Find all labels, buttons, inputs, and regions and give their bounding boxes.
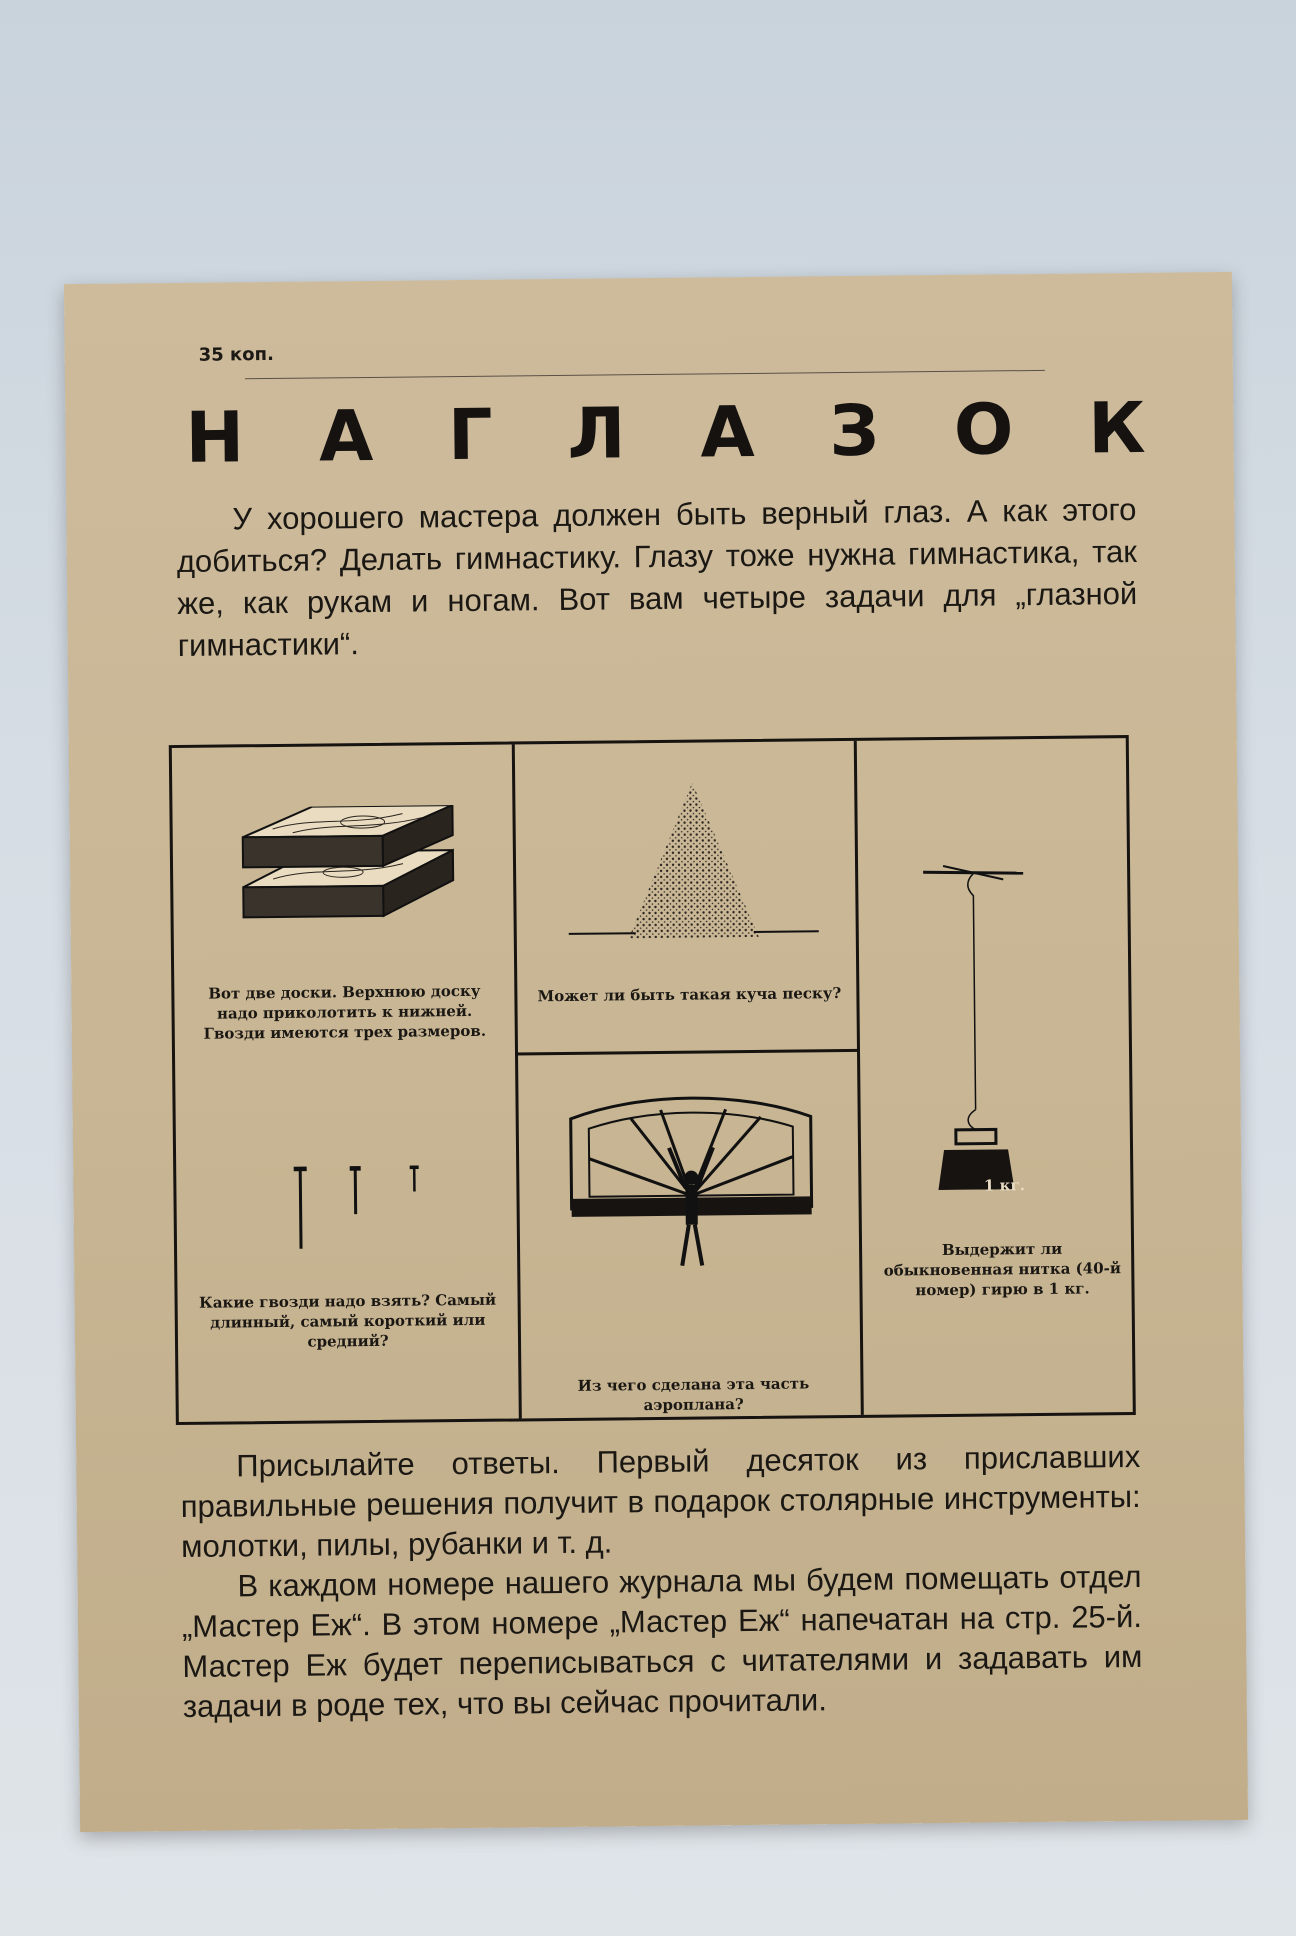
grid-divider — [512, 744, 522, 1418]
top-rule — [245, 370, 1045, 379]
grid-divider — [854, 741, 864, 1415]
sand-caption: Может ли быть такая куча песку? — [537, 984, 842, 1006]
weight-label: 1 кг. — [983, 1176, 1025, 1195]
title-letter: Л — [566, 392, 626, 475]
title-letter: З — [828, 389, 880, 473]
title-letter: Н — [185, 396, 245, 479]
title-letter: К — [1087, 386, 1146, 470]
boards-caption: Вот две доски. Верхнюю доску надо приколотить к нижней. Гвозди имеются трех размеров. — [203, 981, 487, 1043]
puzzle-grid — [169, 735, 1136, 1425]
nails-illustration — [286, 1165, 447, 1257]
title-letter: А — [699, 390, 755, 474]
title-letter: Г — [447, 393, 494, 477]
grid-divider — [515, 1049, 860, 1056]
airplane-caption: Из чего сделана эта часть аэроплана? — [577, 1374, 810, 1415]
price-label: 35 коп. — [198, 343, 274, 366]
title-letter: О — [953, 388, 1014, 471]
page-title — [185, 383, 1146, 483]
airplane-part-illustration — [560, 1086, 822, 1279]
weight-caption: Выдержит ли обыкновенная нитка (40-й номер) гирю в 1 кг. — [883, 1239, 1122, 1300]
sand-cone-illustration — [562, 771, 824, 964]
outro-paragraph: В каждом номере нашего журнала мы будем помещать отдел „Мастер Еж“. В этом номере „Мастер Еж“ напечатан на стр. 25-й. Мастер Еж будет переписываться с читателями и задавать им задачи в роде тех, что вы сейчас прочитали. — [181, 1558, 1143, 1724]
intro-paragraph: У хорошего мастера должен быть верный глаз. А как этого добиться? Делать гимнастику. Глазу тоже нужна гимнастика, так же, как рукам и ногам. Вот вам четыре задачи для „глазной гимнастики“. — [176, 491, 1138, 663]
intro-text — [176, 489, 1138, 667]
outro-text — [180, 1437, 1143, 1727]
nails-caption: Какие гвозди надо взять? Самый длинный, самый короткий или средний? — [199, 1290, 497, 1351]
thread-weight-illustration — [903, 858, 1106, 1190]
boards-illustration — [232, 805, 464, 957]
page-content — [145, 339, 1170, 1759]
title-letter: А — [318, 394, 374, 478]
outro-paragraph: Присылайте ответы. Первый десяток из приславших правильные решения получит в подарок столярные инструменты: молотки, пилы, рубанки и т. д. — [180, 1438, 1141, 1564]
magazine-page — [64, 272, 1248, 1832]
